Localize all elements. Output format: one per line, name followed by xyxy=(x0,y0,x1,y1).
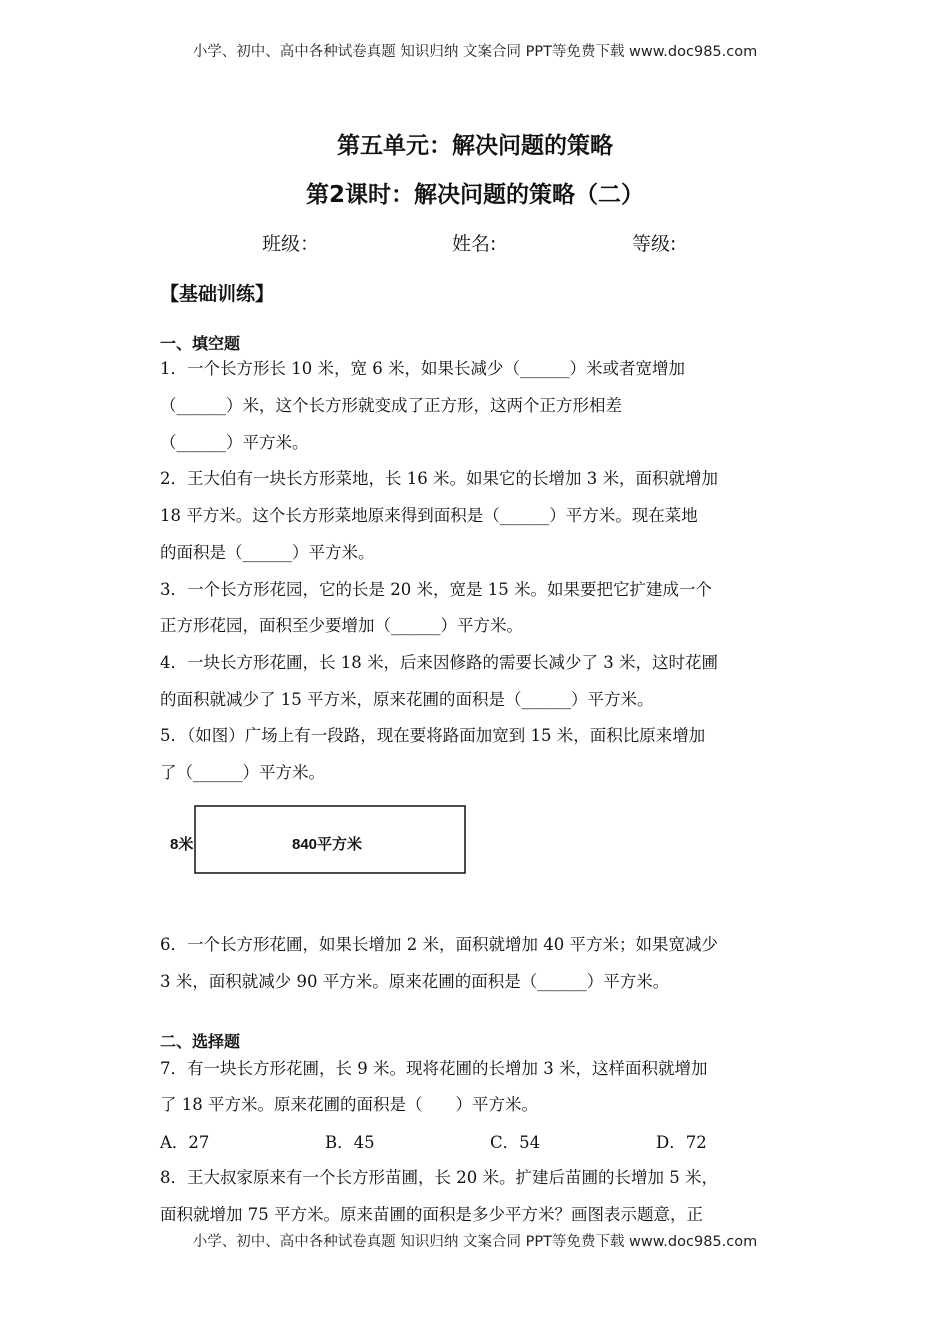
question-3-line-2: 正方形花园，面积至少要增加（______）平方米。 xyxy=(160,616,523,635)
name-field-label: 姓名: xyxy=(452,233,497,255)
question-2-line-2: 18 平方米。这个长方形菜地原来得到面积是（______）平方米。现在菜地 xyxy=(160,506,698,525)
option-c: C．54 xyxy=(490,1133,541,1152)
section-basic-training: 【基础训练】 xyxy=(160,283,275,305)
class-field-label: 班级： xyxy=(262,233,320,255)
question-1-line-3: （______）平方米。 xyxy=(160,433,309,452)
question-7-line-2: 了 18 平方米。原来花圃的面积是（ ）平方米。 xyxy=(160,1095,538,1114)
question-2-line-1: 2．王大伯有一块长方形菜地，长 16 米。如果它的长增加 3 米，面积就增加 xyxy=(160,469,718,488)
question-2-line-3: 的面积是（______）平方米。 xyxy=(160,543,375,562)
diagram-area-label: 840平方米 xyxy=(292,836,363,853)
question-6-line-2: 3 米，面积就减少 90 平方米。原来花圃的面积是（______）平方米。 xyxy=(160,972,670,991)
option-d: D．72 xyxy=(656,1133,707,1152)
diagram-width-label: 8米 xyxy=(170,836,194,853)
option-a: A．27 xyxy=(160,1133,210,1152)
option-b: B．45 xyxy=(325,1133,375,1152)
question-8-line-2: 面积就增加 75 平方米。原来苗圃的面积是多少平方米？画图表示题意，正 xyxy=(160,1205,703,1224)
question-5-line-1: 5．（如图）广场上有一段路，现在要将路面加宽到 15 米，面积比原来增加 xyxy=(160,726,706,745)
question-8-line-1: 8．王大叔家原来有一个长方形苗圃，长 20 米。扩建后苗圃的长增加 5 米， xyxy=(160,1168,718,1187)
question-5-line-2: 了（______）平方米。 xyxy=(160,763,325,782)
question-1-line-2: （______）米，这个长方形就变成了正方形，这两个正方形相差 xyxy=(160,396,622,415)
footer-banner: 小学、初中、高中各种试卷真题 知识归纳 文案合同 PPT等免费下载 www.doc985.com xyxy=(192,1234,758,1250)
question-6-line-1: 6．一个长方形花圃，如果长增加 2 米，面积就增加 40 平方米；如果宽减少 xyxy=(160,935,718,954)
section-multiple-choice: 二、选择题 xyxy=(160,1032,241,1051)
page-title: 第五单元：解决问题的策略 xyxy=(337,133,613,159)
question-3-line-1: 3．一个长方形花园，它的长是 20 米，宽是 15 米。如果要把它扩建成一个 xyxy=(160,580,712,599)
question-7-line-1: 7．有一块长方形花圃，长 9 米。现将花圃的长增加 3 米，这样面积就增加 xyxy=(160,1059,708,1078)
question-4-line-1: 4．一块长方形花圃，长 18 米，后来因修路的需要长减少了 3 米，这时花圃 xyxy=(160,653,718,672)
header-banner: 小学、初中、高中各种试卷真题 知识归纳 文案合同 PPT等免费下载 www.doc985.com xyxy=(192,44,758,60)
question-1-line-1: 1．一个长方形长 10 米，宽 6 米，如果长减少（______）米或者宽增加 xyxy=(160,359,685,378)
grade-field-label: 等级: xyxy=(632,233,677,255)
section-fill-in: 一、填空题 xyxy=(160,334,241,353)
question-4-line-2: 的面积就减少了 15 平方米，原来花圃的面积是（______）平方米。 xyxy=(160,690,654,709)
page-subtitle: 第2课时：解决问题的策略（二） xyxy=(305,182,644,208)
